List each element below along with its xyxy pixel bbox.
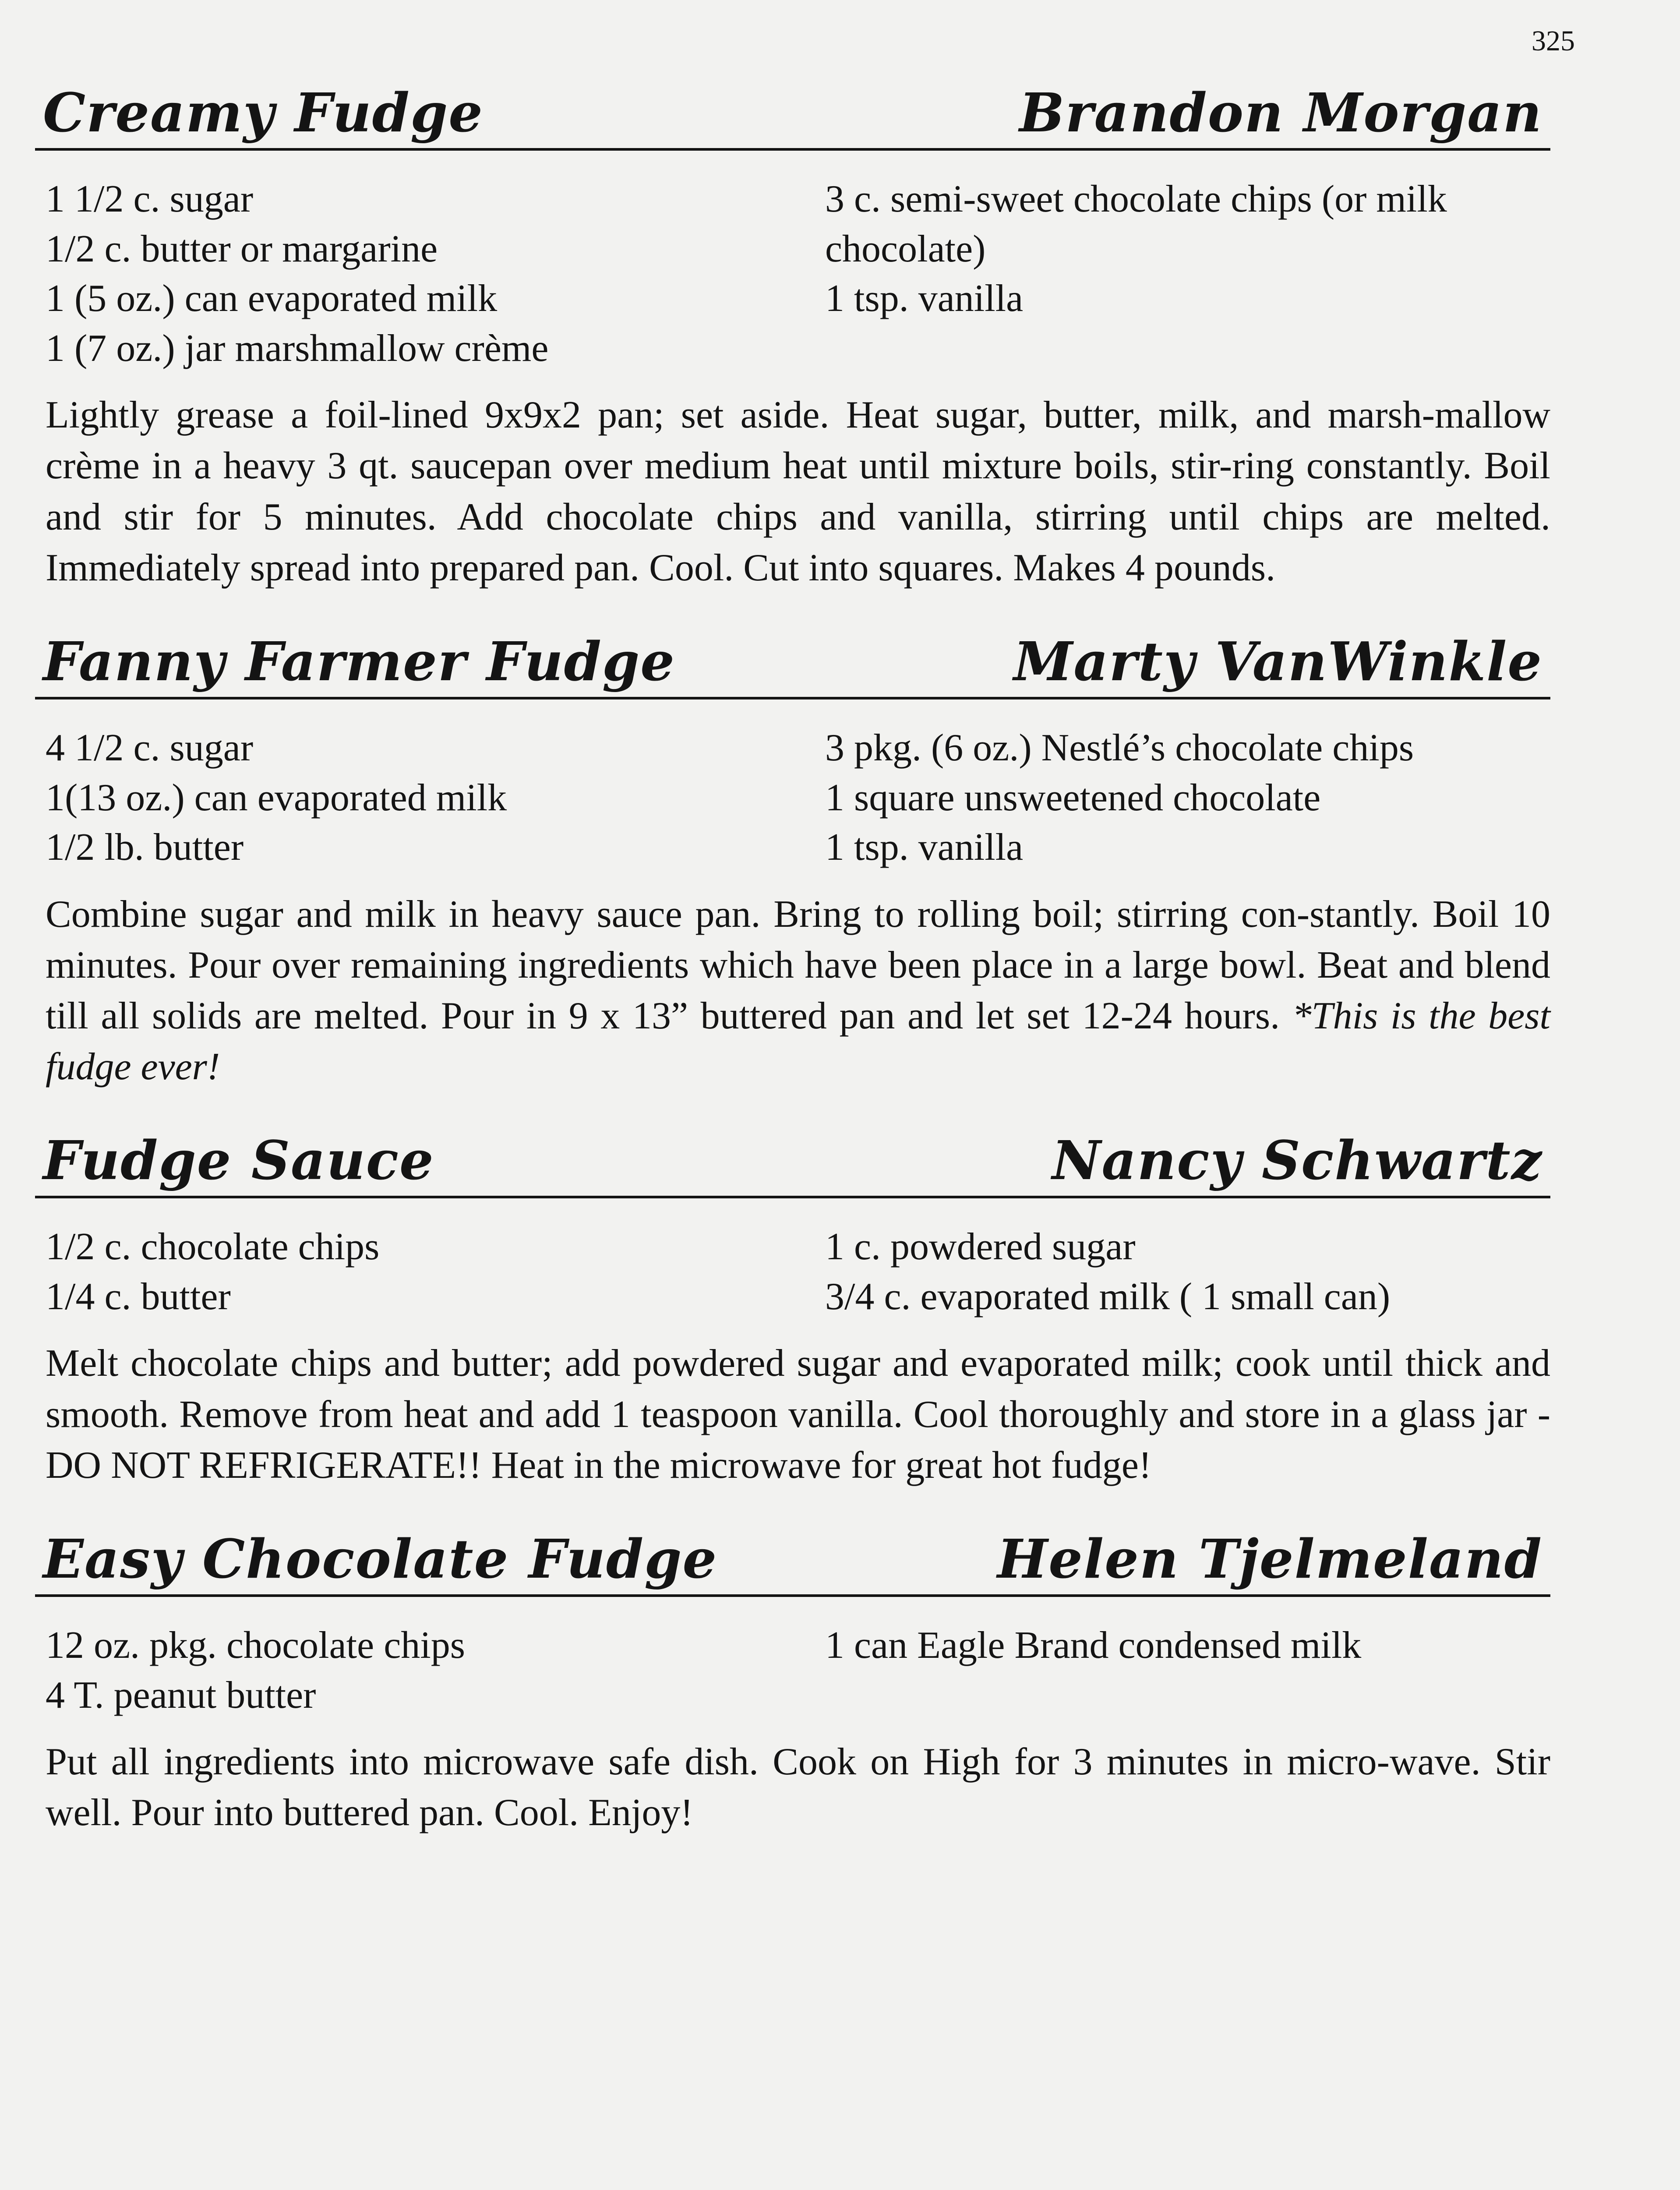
ingredient-column-left (35, 1621, 825, 1720)
recipe-page (35, 83, 1550, 1877)
ingredient-item: 1/2 c. butter or margarine (46, 227, 438, 270)
recipe-directions (35, 1737, 1550, 1838)
recipe-author: Helen Tjelmeland (997, 1527, 1542, 1590)
page-number: 325 (1532, 25, 1575, 57)
directions-text: Combine sugar and milk in heavy sauce pan. Bring to rolling boil; stirring con-stantly. Boil 10 minutes. Pour over remaining ingredients which have been place in a large bowl. Beat and blend till all solids are melted. Pour in 9 x 13” buttered pan and let set 12-24 hours. (46, 893, 1550, 1037)
ingredient-column-right (825, 1621, 1550, 1720)
recipe-directions (35, 1338, 1550, 1491)
ingredient-item: 1/2 lb. butter (46, 826, 244, 869)
recipe-author: Nancy Schwartz (1052, 1129, 1542, 1192)
recipe-author: Marty VanWinkle (1013, 629, 1542, 693)
recipe-header (35, 629, 1550, 699)
ingredient-item: 1 square unsweetened chocolate (825, 776, 1321, 819)
recipe-fanny-farmer-fudge (35, 629, 1551, 1092)
ingredient-list (35, 723, 1550, 872)
ingredient-list (35, 1222, 1550, 1321)
ingredient-item: 4 1/2 c. sugar (46, 727, 254, 770)
recipe-fudge-sauce (35, 1131, 1550, 1491)
ingredient-item: 3 pkg. (6 oz.) Nestlé’s chocolate chips (825, 727, 1414, 770)
ingredient-list (35, 174, 1550, 373)
ingredient-column-right (825, 1222, 1550, 1321)
ingredient-item: chocolate) (825, 227, 986, 270)
ingredient-item: 4 T. peanut butter (46, 1674, 316, 1717)
ingredient-item: 1 tsp. vanilla (825, 826, 1024, 869)
recipe-author: Brandon Morgan (1019, 81, 1542, 144)
ingredient-item: 1 (5 oz.) can evaporated milk (46, 277, 498, 320)
ingredient-item: 1(13 oz.) can evaporated milk (46, 776, 507, 819)
ingredient-column-right (825, 723, 1550, 872)
ingredient-column-right (825, 174, 1550, 373)
ingredient-item: 1 1/2 c. sugar (46, 178, 254, 221)
recipe-directions (35, 390, 1550, 593)
ingredient-item: 1 tsp. vanilla (825, 277, 1024, 320)
ingredient-item: 1 can Eagle Brand condensed milk (825, 1624, 1362, 1667)
directions-text: Melt chocolate chips and butter; add powdered sugar and evaporated milk; cook until thick and smooth. Remove from heat and add 1 teaspoon vanilla. Cool thoroughly and store in a glass jar - DO NOT REFRIGERATE!! Heat in the microwave for great hot fudge! (46, 1342, 1550, 1487)
ingredient-item: 12 oz. pkg. chocolate chips (46, 1624, 465, 1667)
ingredient-column-left (35, 723, 825, 872)
ingredient-list (35, 1621, 1550, 1720)
recipe-header (35, 83, 1550, 151)
recipe-title: Easy Chocolate Fudge (43, 1527, 718, 1590)
ingredient-item: 1 c. powdered sugar (825, 1226, 1136, 1268)
directions-text: Put all ingredients into microwave safe dish. Cook on High for 3 minutes in micro-wave. Stir well. Pour into buttered pan. Cool. Enjoy! (46, 1741, 1550, 1834)
ingredient-item: 1/4 c. butter (46, 1275, 231, 1318)
recipe-note: *This is the best fudge ever! (46, 994, 1551, 1088)
recipe-title: Creamy Fudge (43, 81, 484, 144)
ingredient-column-left (35, 1222, 825, 1321)
ingredient-item: 1/2 c. chocolate chips (46, 1226, 380, 1268)
recipe-directions (35, 889, 1550, 1093)
recipe-header (35, 1131, 1550, 1198)
recipe-title: Fanny Farmer Fudge (43, 629, 675, 693)
ingredient-item: 1 (7 oz.) jar marshmallow crème (46, 327, 549, 370)
recipe-easy-chocolate-fudge (35, 1529, 1550, 1839)
recipe-title: Fudge Sauce (43, 1129, 434, 1192)
directions-text: Lightly grease a foil-lined 9x9x2 pan; set aside. Heat sugar, butter, milk, and marsh-mallow crème in a heavy 3 qt. saucepan over medium heat until mixture boils, stir-ring constantly. Boil and stir for 5 minutes. Add chocolate chips and vanilla, stirring until chips are melted. Immediately spread into prepared pan. Cool. Cut into squares. Makes 4 pounds. (46, 394, 1550, 589)
ingredient-item: 3 c. semi-sweet chocolate chips (or milk (825, 178, 1447, 221)
ingredient-item: 3/4 c. evaporated milk ( 1 small can) (825, 1275, 1391, 1318)
recipe-header (35, 1529, 1550, 1597)
ingredient-column-left (35, 174, 825, 373)
recipe-creamy-fudge (35, 83, 1550, 593)
